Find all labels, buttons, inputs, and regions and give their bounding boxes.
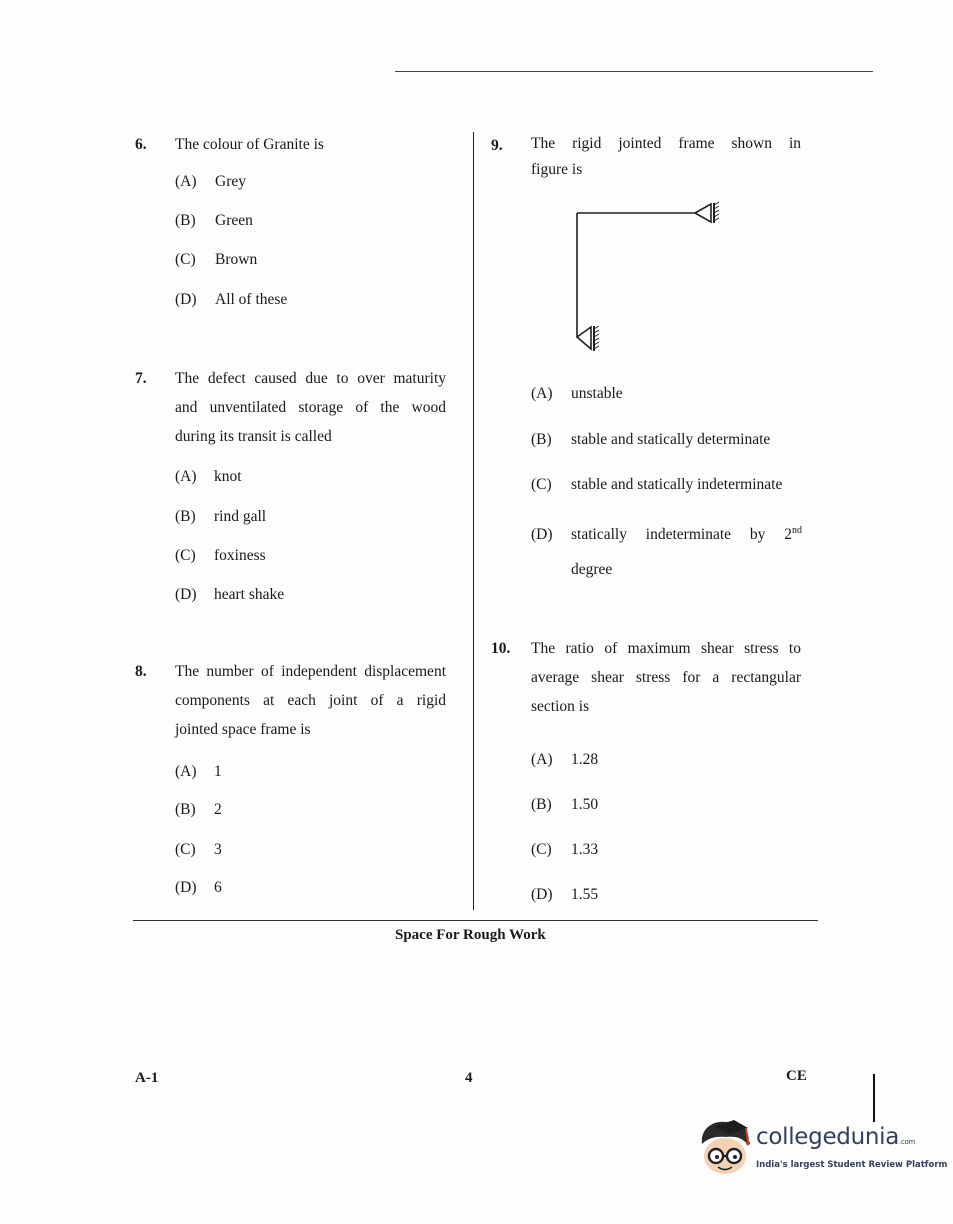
question-text-line: The defect caused due to over maturity bbox=[175, 370, 446, 387]
option-label: (B) bbox=[531, 796, 552, 813]
option-text: 1.55 bbox=[571, 886, 599, 903]
option-text: rind gall bbox=[214, 508, 267, 525]
option bbox=[531, 835, 598, 864]
question-text-line: jointed space frame is bbox=[175, 721, 311, 738]
option-text-continued: degree bbox=[571, 561, 613, 579]
question-10 bbox=[491, 634, 811, 904]
option-text: 1.50 bbox=[571, 796, 599, 813]
footer-subject: CE bbox=[786, 1068, 807, 1084]
option bbox=[175, 502, 266, 531]
option-text bbox=[571, 516, 802, 549]
option-label: (B) bbox=[531, 431, 552, 448]
option-label: (B) bbox=[175, 508, 196, 525]
option-label: (D) bbox=[531, 886, 553, 903]
option-label: (C) bbox=[175, 547, 196, 564]
option bbox=[531, 745, 598, 774]
question-number: 10. bbox=[491, 640, 511, 657]
option-text: heart shake bbox=[214, 586, 285, 603]
option-text: stable and statically determinate bbox=[571, 431, 771, 448]
option-label: (B) bbox=[175, 212, 196, 229]
option-label: (C) bbox=[175, 251, 196, 268]
question-text-line: The ratio of maximum shear stress to bbox=[531, 640, 801, 657]
page-number: 4 bbox=[465, 1070, 473, 1086]
question-number: 6. bbox=[135, 136, 147, 153]
question-6 bbox=[135, 130, 455, 320]
question-text-line: section is bbox=[531, 698, 590, 715]
option-text: stable and statically indeterminate bbox=[571, 476, 783, 493]
option-text: 1.33 bbox=[571, 841, 599, 858]
option-label: (A) bbox=[531, 751, 553, 768]
top-rule bbox=[395, 71, 873, 72]
option-text: 1.28 bbox=[571, 751, 599, 768]
option bbox=[531, 880, 598, 909]
question-text bbox=[531, 634, 801, 721]
question-8 bbox=[135, 657, 455, 907]
question-number: 9. bbox=[491, 137, 503, 154]
option bbox=[175, 873, 222, 902]
option-text: unstable bbox=[571, 385, 623, 402]
option-label: (D) bbox=[175, 879, 197, 896]
option-label: (A) bbox=[175, 468, 197, 485]
question-text-line: The number of independent displacement bbox=[175, 663, 446, 680]
option bbox=[175, 167, 246, 196]
question-number: 8. bbox=[135, 663, 147, 680]
option bbox=[175, 462, 242, 491]
logo-wordmark bbox=[756, 1124, 915, 1150]
option-superscript: nd bbox=[792, 525, 802, 536]
option bbox=[531, 425, 770, 454]
question-text-line: components at each joint of a rigid bbox=[175, 692, 446, 709]
option-text: knot bbox=[214, 468, 242, 485]
pin-support-right bbox=[695, 204, 711, 222]
question-text-line: figure is bbox=[531, 161, 583, 178]
question-number: 7. bbox=[135, 370, 147, 387]
option bbox=[175, 757, 222, 786]
option-text: 6 bbox=[214, 879, 222, 896]
column-divider bbox=[473, 132, 474, 910]
option bbox=[175, 835, 222, 864]
bottom-rule bbox=[133, 920, 818, 921]
option bbox=[175, 580, 284, 609]
logo-suffix: .com bbox=[899, 1138, 916, 1146]
question-text-line: average shear stress for a rectangular bbox=[531, 669, 801, 686]
rigid-frame-figure bbox=[569, 199, 729, 359]
option-text: 3 bbox=[214, 841, 222, 858]
option bbox=[531, 379, 623, 408]
option bbox=[531, 470, 782, 499]
question-text bbox=[531, 131, 801, 183]
option-label: (A) bbox=[175, 173, 197, 190]
option-label: (C) bbox=[175, 841, 196, 858]
option-text: All of these bbox=[215, 291, 288, 308]
option bbox=[175, 285, 287, 314]
option-text: Brown bbox=[215, 251, 258, 268]
option-label: (D) bbox=[175, 291, 197, 308]
option bbox=[531, 790, 598, 819]
option-label: (A) bbox=[175, 763, 197, 780]
option-text: 1 bbox=[214, 763, 222, 780]
option-text: Green bbox=[215, 212, 253, 229]
question-text bbox=[175, 364, 446, 451]
question-text-line: The rigid jointed frame shown in bbox=[531, 135, 801, 152]
option-label: (D) bbox=[175, 586, 197, 603]
option bbox=[175, 245, 257, 274]
option bbox=[175, 795, 222, 824]
question-text: The colour of Granite is bbox=[175, 136, 324, 153]
option-label: (B) bbox=[175, 801, 196, 818]
option-text: 2 bbox=[214, 801, 222, 818]
option-label: (C) bbox=[531, 841, 552, 858]
question-text-line: during its transit is called bbox=[175, 428, 332, 445]
option-label: (C) bbox=[531, 476, 552, 493]
collegedunia-logo[interactable] bbox=[696, 1118, 948, 1184]
pin-support-bottom bbox=[577, 327, 591, 349]
rough-work-label: Space For Rough Work bbox=[395, 927, 546, 943]
option-text-main: statically indeterminate by 2 bbox=[571, 526, 792, 544]
footer-code: A-1 bbox=[135, 1070, 159, 1086]
edge-mark bbox=[873, 1074, 875, 1122]
logo-tagline: India's largest Student Review Platform bbox=[756, 1160, 948, 1170]
question-7 bbox=[135, 364, 455, 614]
option bbox=[175, 541, 266, 570]
option-text: Grey bbox=[215, 173, 246, 190]
question-text-line: and unventilated storage of the wood bbox=[175, 399, 446, 416]
logo-name-text: collegedunia bbox=[756, 1124, 900, 1150]
option-text: foxiness bbox=[214, 547, 266, 564]
question-text bbox=[175, 657, 446, 744]
option bbox=[175, 206, 253, 235]
option-label: (A) bbox=[531, 385, 553, 402]
mascot-icon bbox=[696, 1118, 756, 1184]
question-9 bbox=[491, 131, 811, 581]
option-label: (D) bbox=[531, 526, 553, 544]
option bbox=[531, 516, 802, 584]
